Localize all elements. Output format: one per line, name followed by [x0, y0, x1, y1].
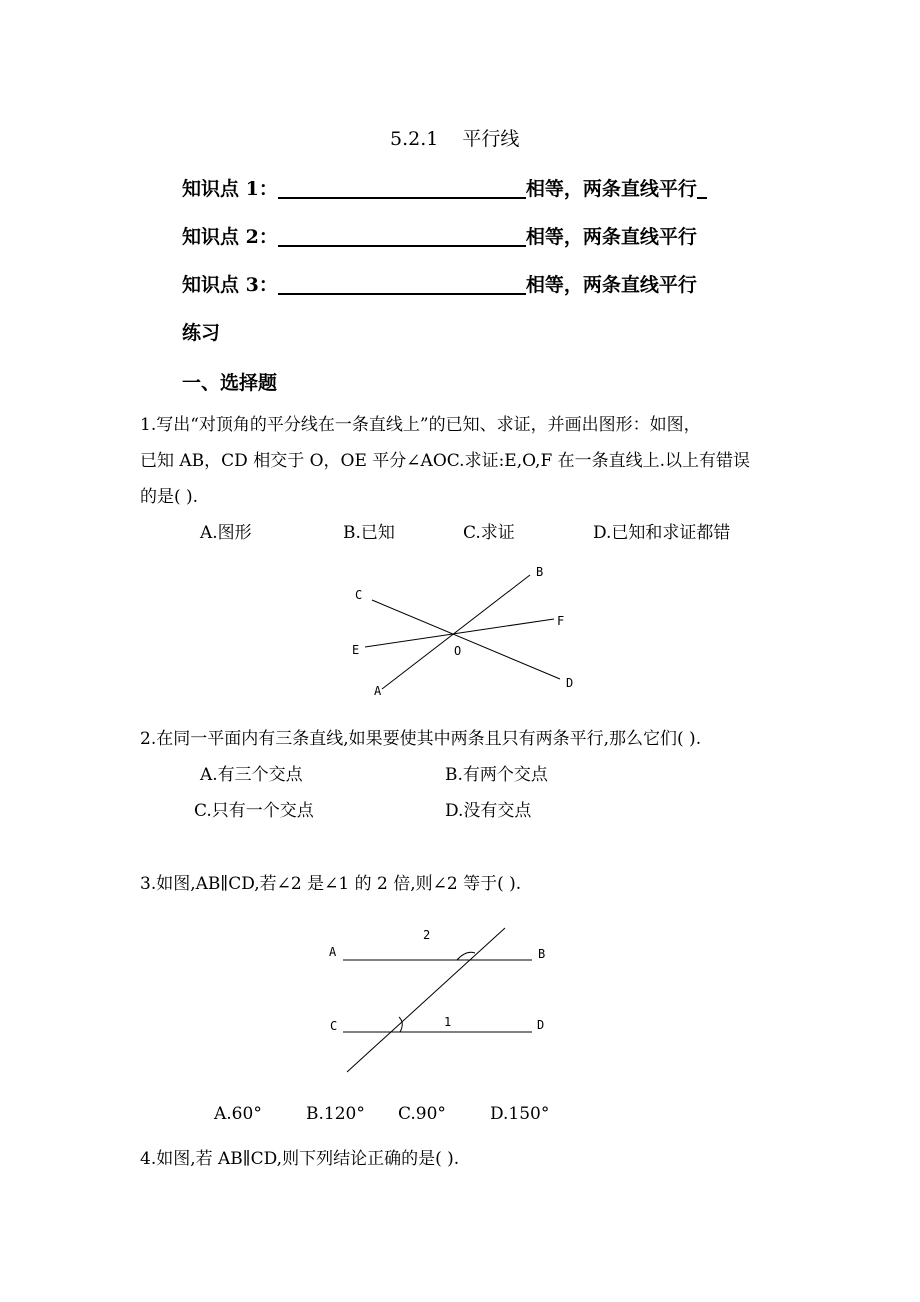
label-b: B [538, 947, 546, 961]
knowledge-point-1 [182, 174, 707, 201]
transversal [347, 928, 505, 1072]
q1-option-c: C.求证 [463, 523, 515, 543]
label-angle-1: 1 [444, 1015, 452, 1029]
knowledge-point-tail: 相等，两条直线平行 [525, 226, 697, 248]
label-a: A [329, 945, 337, 959]
q1-option-b: B.已知 [343, 523, 395, 543]
label-a: A [374, 684, 382, 698]
knowledge-point-label: 知识点 3： [182, 274, 278, 296]
q1-line3: 的是( ). [140, 487, 199, 507]
line-ab [382, 575, 530, 689]
label-angle-2: 2 [423, 928, 431, 942]
q1-line1: 1.写出“对顶角的平分线在一条直线上”的已知、求证，并画出图形：如图， [140, 415, 701, 435]
answer-blank [278, 225, 526, 247]
label-o: O [454, 644, 462, 658]
q3-option-c: C.90° [398, 1104, 446, 1124]
knowledge-point-2 [182, 222, 697, 249]
q3-text: 3.如图,AB∥CD,若∠2 是∠1 的 2 倍,则∠2 等于( ). [140, 874, 522, 894]
q4-text: 4.如图,若 AB∥CD,则下列结论正确的是( ). [140, 1149, 460, 1169]
q3-option-d: D.150° [490, 1104, 550, 1124]
knowledge-point-label: 知识点 2： [182, 226, 278, 248]
q1-figure [340, 555, 590, 705]
section-number: 5.2.1 [390, 128, 439, 150]
label-f: F [557, 614, 565, 628]
knowledge-point-label: 知识点 1： [182, 178, 278, 200]
label-e: E [352, 643, 360, 657]
line-ef [365, 619, 554, 647]
q3-option-a: A.60° [214, 1104, 262, 1124]
label-c: C [355, 588, 363, 602]
angle-2-arc [457, 952, 475, 960]
label-b: B [536, 565, 544, 579]
q3-option-b: B.120° [306, 1104, 365, 1124]
section-name: 平行线 [462, 128, 520, 150]
answer-blank [278, 177, 526, 199]
answer-blank [278, 273, 526, 295]
knowledge-point-tail: 相等，两条直线平行 [525, 178, 697, 200]
label-d: D [566, 676, 574, 690]
line-cd [372, 600, 560, 679]
q2-option-c: C.只有一个交点 [194, 801, 314, 821]
label-c: C [330, 1019, 338, 1033]
q1-option-a: A.图形 [200, 523, 252, 543]
page-title [390, 124, 519, 151]
q3-figure [320, 920, 560, 1080]
knowledge-point-3 [182, 270, 697, 297]
q1-option-d: D.已知和求证都错 [593, 523, 731, 543]
section-heading: 一、选择题 [182, 372, 278, 394]
trailing-blank [697, 177, 707, 199]
q2-text: 2.在同一平面内有三条直线,如果要使其中两条且只有两条平行,那么它们( ). [140, 729, 702, 749]
label-d: D [537, 1018, 545, 1032]
knowledge-point-tail: 相等，两条直线平行 [525, 274, 697, 296]
q2-option-a: A.有三个交点 [200, 765, 303, 785]
practice-heading: 练习 [182, 322, 221, 344]
q2-option-d: D.没有交点 [445, 801, 532, 821]
q1-line2: 已知 AB，CD 相交于 O，OE 平分∠AOC.求证:E,O,F 在一条直线上.以上有错误 [140, 451, 751, 471]
q2-option-b: B.有两个交点 [445, 765, 548, 785]
